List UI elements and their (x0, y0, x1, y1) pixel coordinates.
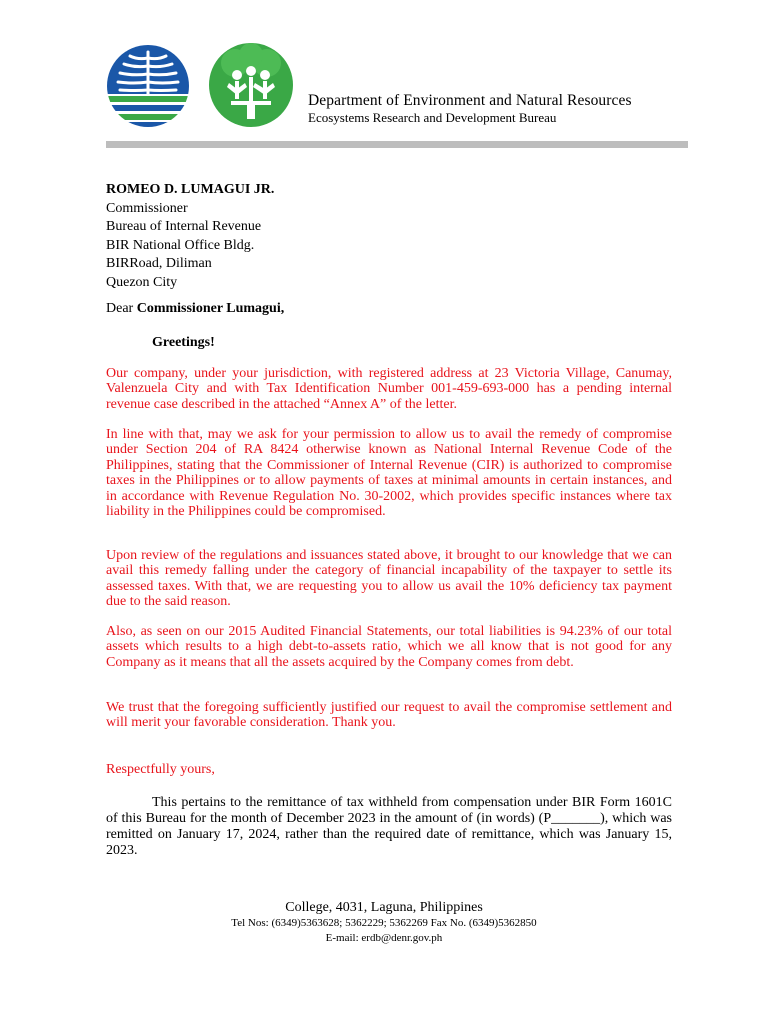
recipient-street: BIRRoad, Diliman (106, 256, 212, 271)
recipient-city: Quezon City (106, 274, 178, 290)
bureau-name: Ecosystems Research and Development Bureau (308, 110, 557, 125)
greeting: Greetings! (152, 335, 215, 350)
recipient-title: Commissioner (106, 200, 188, 216)
body-paragraph-5: We trust that the foregoing sufficiently justified our request to avail the compromise settlement and will merit your favorable consideration. Thank you. (106, 700, 672, 731)
body-paragraph-2: In line with that, may we ask for your permission to allow us to avail the remedy of compromise under Section 204 of RA 8424 otherwise known as National Internal Revenue Code of the Philippines, stating that the Commissioner of Internal Revenue (CIR) is authorized to compromise taxes in the Philippines or to allow payments of taxes at minimal amounts in certain instances, and in accordance with Revenue Regulation No. 30-2002, which provides specific instances where tax liability in the Philippines could be compromised. (106, 427, 672, 520)
closing: Respectfully yours, (106, 762, 215, 777)
recipient-address (106, 181, 274, 292)
salutation (106, 300, 284, 318)
footer-address: College, 4031, Laguna, Philippines (285, 900, 483, 915)
footer-email: E-mail: erdb@denr.gov.ph (325, 932, 443, 944)
denr-logo-icon (106, 44, 190, 128)
footer-phones: Tel Nos: (6349)5363628; 5362229; 5362269 Fax No. (6349)5362850 (231, 917, 537, 929)
agency-heading (308, 92, 632, 126)
header-divider (106, 141, 688, 148)
recipient-building: BIR National Office Bldg. (106, 237, 255, 253)
recipient-name: ROMEO D. LUMAGUI JR. (106, 182, 275, 197)
recipient-agency: Bureau of Internal Revenue (106, 219, 262, 234)
department-name: Department of Environment and Natural Resources (308, 92, 632, 109)
body-paragraph-1: Our company, under your jurisdiction, with registered address at 23 Victoria Village, Canumay, Valenzuela City and with Tax Identification Number 001-459-693-000 has a pending internal revenue case described in the attached “Annex A” of the letter. (106, 366, 672, 412)
body-paragraph-4: Also, as seen on our 2015 Audited Financial Statements, our total liabilities is 94.23% of our total assets which results to a high debt-to-assets ratio, which we all know that is not good for any Company as it means that all the assets acquired by the Company comes from debt. (106, 624, 672, 670)
salutation-name: Commissioner Lumagui, (136, 301, 285, 316)
erdb-logo-icon (207, 41, 295, 129)
salutation-prefix: Dear (106, 301, 137, 316)
remittance-paragraph: This pertains to the remittance of tax withheld from compensation under BIR Form 1601C of this Bureau for the month of December 2023 in the amount of (in words) (P_______), which was remitted on January 17, 2024, rather than the required date of remittance, which was January 15, 2023. (106, 795, 672, 858)
body-paragraph-3: Upon review of the regulations and issuances stated above, it brought to our knowledge that we can avail this remedy falling under the category of financial incapability of the taxpayer to settle its assessed taxes. With that, we are requesting you to allow us avail the 10% deficiency tax payment due to the said reason. (106, 548, 672, 610)
